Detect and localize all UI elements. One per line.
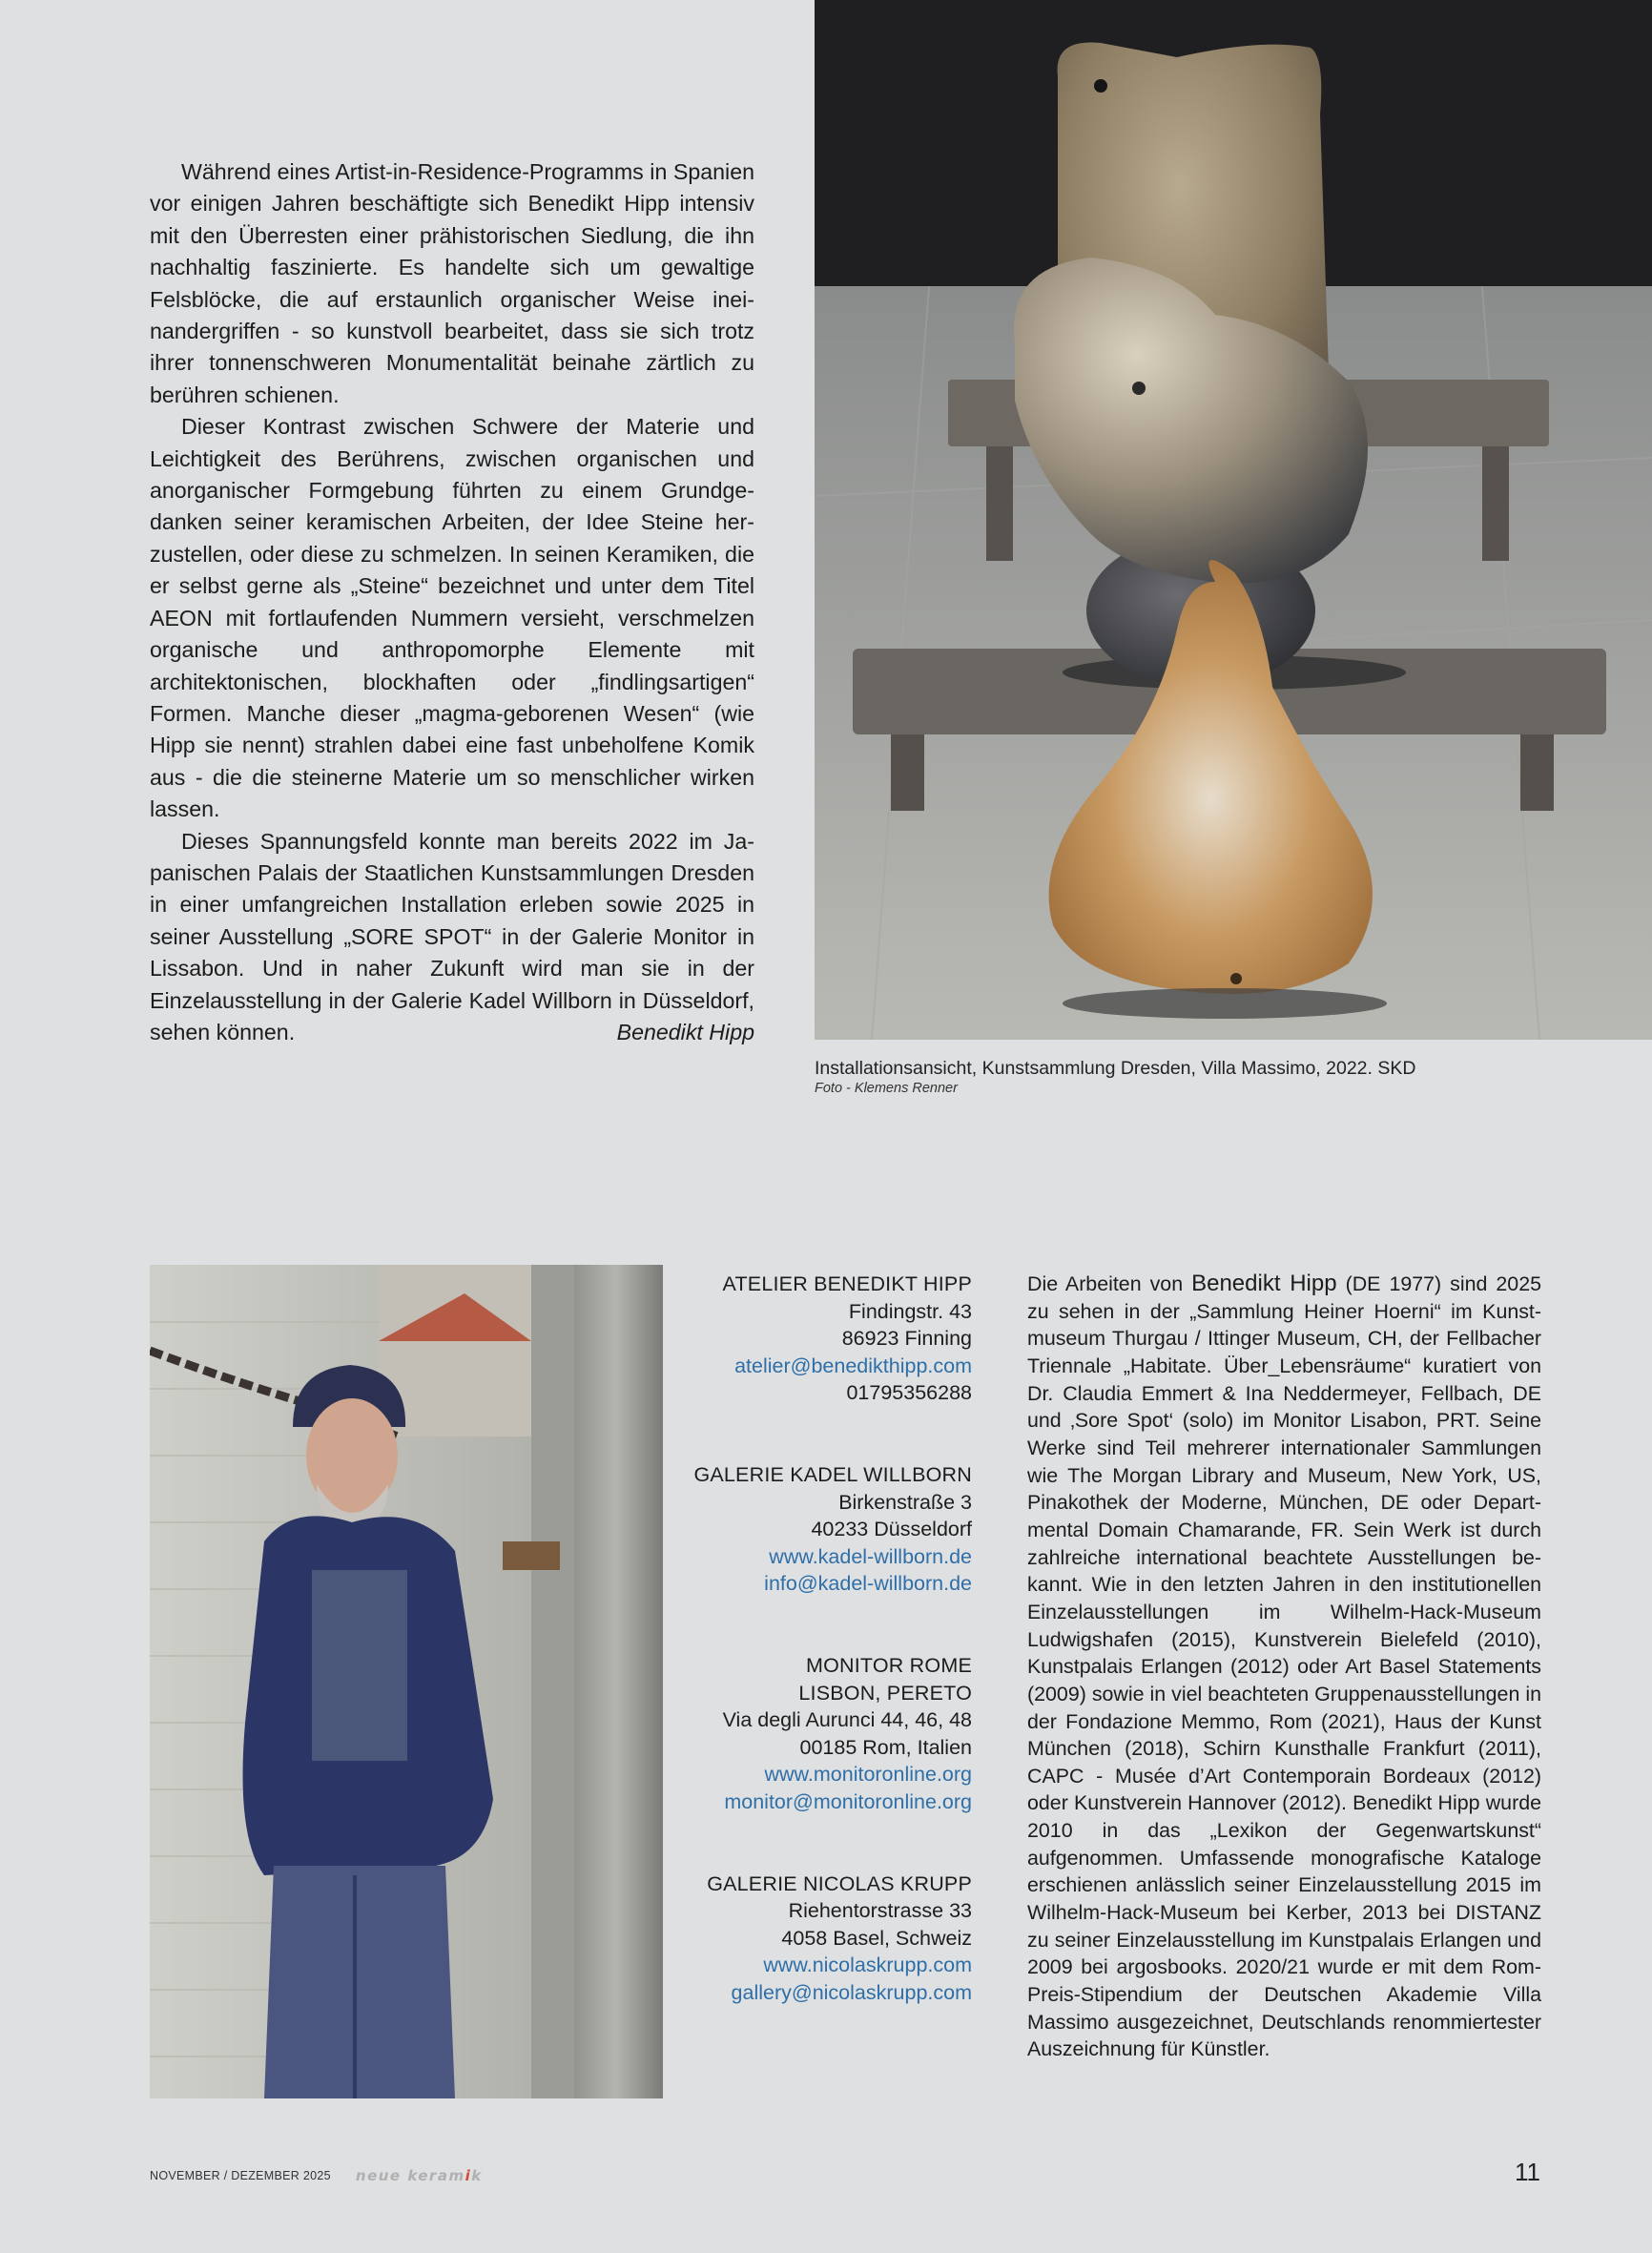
contact-city: 40233 Düsseldorf (811, 1518, 972, 1541)
contact-street: Findingstr. 43 (848, 1299, 972, 1323)
page-number: 11 (1515, 2158, 1540, 2186)
contact-monitor (668, 1652, 972, 1816)
article-text (150, 156, 754, 1048)
contact-email-link[interactable]: atelier@benedikthipp.com (734, 1354, 972, 1377)
contact-website-link[interactable]: www.nicolaskrupp.com (763, 1953, 972, 1977)
contact-street: Via degli Aurunci 44, 46, 48 (722, 1708, 972, 1732)
issue-date: NOVEMBER / DEZEMBER 2025 (150, 2169, 331, 2182)
contact-phone: 01795356288 (846, 1381, 972, 1405)
contact-city: 00185 Rom, Italien (799, 1735, 972, 1759)
article-paragraph-3 (150, 826, 754, 1049)
contact-name-line2: LISBON, PERETO (798, 1681, 972, 1705)
article-signature: Benedikt Hipp (616, 1019, 754, 1044)
brand-text-end: k (471, 2167, 483, 2184)
bio-artist-name: Benedikt Hipp (1191, 1271, 1337, 1296)
page-footer (150, 2167, 483, 2184)
contact-atelier (668, 1271, 972, 1407)
article-paragraph-2: Dieser Kontrast zwischen Schwere der Materie und Leichtigkeit des Berührens, zwischen organischen und anorganischer Formgebung führten zu einem Grundgedanken seiner keramischen Arbeiten, der Idee Steine herzustellen, oder diese zu schmelzen. In seinen Keramiken, die er selbst gerne als „Steine“ bezeichnet und unter dem Titel AEON mit fortlaufenden Nummern versieht, verschmelzen organische und anthropomorphe Elemente mit architektonischen, blockhaften oder „findlingsartigen“ Formen. Manche dieser „magma-geborenen Wesen“ (wie Hipp sie nennt) strahlen dabei eine fast unbeholfene Komik aus - die die steinerne Materie um so menschlicher wirken lassen. (150, 414, 754, 822)
photo-caption: Installationsansicht, Kunstsammlung Dresden, Villa Massimo, 2022. SKD (815, 1058, 1416, 1079)
contact-kadel-willborn (668, 1461, 972, 1598)
bio-text: (DE 1977) sind 2025 zu sehen in der „Sammlung Heiner Hoerni“ im Kunstmuseum Thurgau / Ittinger Museum, CH, der Fellbacher Triennale „Habitate. Über_Lebensräume“ kuratiert von Dr. Claudia Emmert & Ina Neddermeyer, Fellbach, DE und ‚Sore Spot‘ (solo) im Monitor Lisabon, PRT. Seine Werke sind Teil mehrerer internationaler Sammlungen wie The Morgan Library and Museum, New York, US, Pinakothek der Moderne, München, DE oder Departmental Domain Chamarande, FR. Sein Werk ist durch zahlreiche international beachtete Ausstellungen bekannt. Wie in den letzten Jahren in den institutionellen Einzelausstellungen im Wilhelm-Hack-Museum Ludwigshafen (2015), Kunstverein Bielefeld (2010), Kunstpalais Erlangen (2012) oder Art Basel Statements (2009) sowie in viel beachteten Gruppenausstellungen in der Fondazione Memmo, Rom (2021), Haus der Kunst München (2018), Schirn Kunsthalle Frankfurt (2011), CAPC - Musée d’Art Contemporain Bordeaux (2012) oder Kunstverein Hannover (2012). Benedikt Hipp wurde 2010 in das „Lexikon der Gegenwartskunst“ aufgenommen. Umfassende monografische Kataloge erschienen anlässlich seiner Einzelausstellung 2015 im Wilhelm-Hack-Museum bei Kerber, 2013 bei DISTANZ zu seiner Einzelausstellung im Kunstpalais Erlangen und 2009 bei argosbooks. 2020/21 wurde er mit dem Rom-Preis-Stipendium der Deutschen Akademie Villa Massimo ausgezeichnet, Deutschlands renommiertester Auszeichnung für Künstler. (1027, 1272, 1541, 2061)
contact-street: Birkenstraße 3 (838, 1490, 972, 1514)
contact-website-link[interactable]: www.monitoronline.org (764, 1763, 972, 1787)
installation-illustration (815, 0, 1652, 1040)
contact-email-link[interactable]: gallery@nicolaskrupp.com (731, 1980, 972, 2004)
artist-portrait-photo (150, 1265, 663, 2098)
contact-name: MONITOR ROME (805, 1653, 972, 1677)
contact-name: GALERIE NICOLAS KRUPP (707, 1871, 972, 1895)
installation-photo (815, 0, 1652, 1040)
brand-accent-letter: i (465, 2167, 472, 2184)
magazine-logo (356, 2167, 483, 2184)
artist-biography (1027, 1271, 1541, 2063)
contact-name: ATELIER BENEDIKT HIPP (722, 1272, 972, 1295)
artist-portrait-illustration (150, 1265, 663, 2098)
contact-email-link[interactable]: info@kadel-willborn.de (764, 1572, 972, 1596)
contact-website-link[interactable]: www.kadel-willborn.de (769, 1544, 972, 1568)
contact-list (668, 1271, 972, 2060)
contact-email-link[interactable]: monitor@monitoronline.org (724, 1789, 972, 1813)
contact-street: Riehentorstrasse 33 (788, 1899, 972, 1923)
contact-city: 86923 Finning (841, 1327, 972, 1351)
article-paragraph-1: Während eines Artist-in-Residence-Programms in Spanien vor einigen Jahren beschäftigte sich Benedikt Hipp intensiv mit den Überresten einer prähistorischen Siedlung, die ihn nachhaltig faszinierte. Es handelte sich um gewaltige Felsblöcke, die auf erstaunlich organischer Weise ineinandergriffen - so kunstvoll bearbeitet, dass sie sich trotz ihrer tonnenschweren Monumentalität beinahe zärtlich zu berühren schienen. (150, 159, 754, 407)
article-paragraph-3-text: Dieses Spannungsfeld konnte man bereits 2022 im Japanischen Palais der Staatlichen Kunstsammlungen Dresden in einer umfangreichen Installation erleben sowie 2025 in seiner Ausstellung „SORE SPOT“ in der Galerie Monitor in Lissabon. Und in naher Zukunft wird man sie in der Einzelausstellung in der Galerie Kadel Willborn in Düsseldorf, sehen können. (150, 828, 754, 1044)
bio-prefix: Die Arbeiten von (1027, 1272, 1192, 1295)
contact-name: GALERIE KADEL WILLBORN (693, 1462, 972, 1486)
biography-paragraph (1027, 1271, 1541, 2063)
photo-credit: Foto - Klemens Renner (815, 1081, 958, 1096)
contact-city: 4058 Basel, Schweiz (781, 1926, 972, 1950)
brand-text: neue keram (355, 2167, 465, 2184)
contact-nicolas-krupp (668, 1871, 972, 2007)
